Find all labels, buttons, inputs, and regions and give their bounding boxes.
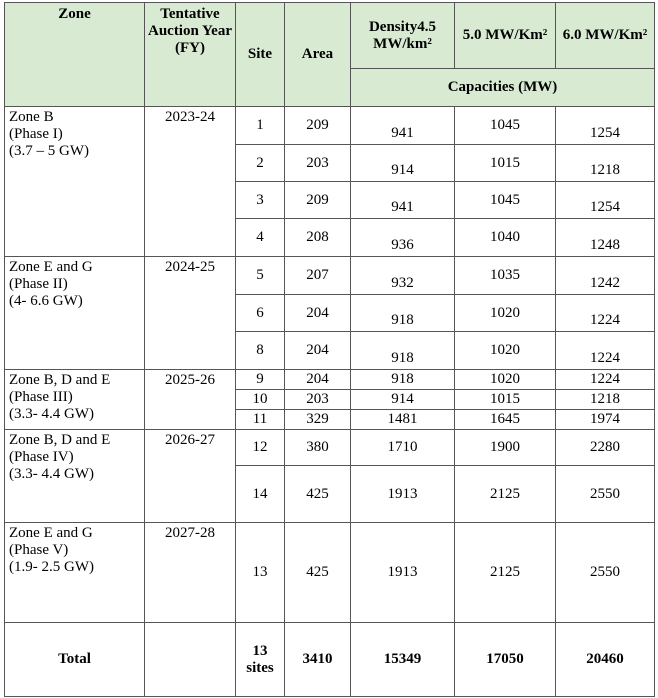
site-cell: 4 [236,219,285,257]
area-cell: 209 [285,182,351,219]
capacity-4-5-cell: 941 [351,107,455,145]
area-cell: 425 [285,523,351,623]
total-row [5,623,655,697]
site-cell: 3 [236,182,285,219]
area-cell: 207 [285,257,351,295]
total-area: 3410 [285,623,351,697]
site-cell: 8 [236,332,285,370]
capacity-6-0-cell: 1224 [556,332,655,370]
capacity-4-5-cell: 932 [351,257,455,295]
capacity-5-0-cell: 1020 [455,295,556,332]
area-cell: 329 [285,410,351,430]
site-cell: 14 [236,466,285,523]
capacity-4-5-cell: 914 [351,390,455,410]
site-cell: 5 [236,257,285,295]
year-cell: 2024-25 [145,257,236,370]
capacity-4-5-cell: 941 [351,182,455,219]
capacity-6-0-cell: 1224 [556,370,655,390]
site-cell: 10 [236,390,285,410]
capacity-4-5-cell: 1913 [351,466,455,523]
total-year-empty [145,623,236,697]
area-cell: 209 [285,107,351,145]
header-zone: Zone [5,3,145,107]
zone-cell: Zone E and G (Phase V) (1.9- 2.5 GW) [5,523,145,623]
header-capacities: Capacities (MW) [351,69,655,107]
site-cell: 1 [236,107,285,145]
capacity-4-5-cell: 936 [351,219,455,257]
table-row [5,257,655,295]
capacity-6-0-cell: 2550 [556,466,655,523]
capacity-5-0-cell: 1045 [455,182,556,219]
capacity-4-5-cell: 918 [351,295,455,332]
header-site: Site [236,3,285,107]
capacity-6-0-cell: 1254 [556,107,655,145]
site-cell: 6 [236,295,285,332]
year-cell: 2027-28 [145,523,236,623]
table-row [5,523,655,623]
capacity-6-0-cell: 1254 [556,182,655,219]
site-cell: 2 [236,145,285,182]
capacity-5-0-cell: 1645 [455,410,556,430]
capacity-4-5-cell: 914 [351,145,455,182]
area-cell: 204 [285,370,351,390]
capacity-5-0-cell: 1015 [455,390,556,410]
capacity-6-0-cell: 1224 [556,295,655,332]
capacity-6-0-cell: 1974 [556,410,655,430]
header-density-6-0: 6.0 MW/Km² [556,3,655,69]
area-cell: 208 [285,219,351,257]
total-capacity-6-0: 20460 [556,623,655,697]
zone-cell: Zone E and G (Phase II) (4- 6.6 GW) [5,257,145,370]
site-cell: 13 [236,523,285,623]
area-cell: 204 [285,295,351,332]
site-cell: 9 [236,370,285,390]
capacity-5-0-cell: 1020 [455,370,556,390]
capacity-4-5-cell: 1913 [351,523,455,623]
header-density-4-5: Density4.5 MW/km² [351,3,455,69]
capacity-4-5-cell: 1481 [351,410,455,430]
area-cell: 203 [285,145,351,182]
capacity-6-0-cell: 1218 [556,390,655,410]
total-sites: 13 sites [236,623,285,697]
capacity-5-0-cell: 1035 [455,257,556,295]
total-capacity-4-5: 15349 [351,623,455,697]
header-area: Area [285,3,351,107]
capacity-6-0-cell: 1248 [556,219,655,257]
capacity-5-0-cell: 2125 [455,466,556,523]
capacity-5-0-cell: 2125 [455,523,556,623]
zone-cell: Zone B (Phase I) (3.7 – 5 GW) [5,107,145,257]
table-row [5,430,655,466]
capacity-5-0-cell: 1040 [455,219,556,257]
capacity-5-0-cell: 1045 [455,107,556,145]
capacity-4-5-cell: 918 [351,332,455,370]
area-cell: 380 [285,430,351,466]
offshore-wind-capacity-table [4,2,655,697]
total-capacity-5-0: 17050 [455,623,556,697]
table-row [5,107,655,145]
capacity-5-0-cell: 1015 [455,145,556,182]
site-cell: 12 [236,430,285,466]
capacity-6-0-cell: 1218 [556,145,655,182]
capacity-6-0-cell: 2280 [556,430,655,466]
area-cell: 204 [285,332,351,370]
site-cell: 11 [236,410,285,430]
header-auction-year: Tentative Auction Year (FY) [145,3,236,107]
zone-cell: Zone B, D and E (Phase IV) (3.3- 4.4 GW) [5,430,145,523]
capacity-4-5-cell: 1710 [351,430,455,466]
capacity-4-5-cell: 918 [351,370,455,390]
year-cell: 2026-27 [145,430,236,523]
year-cell: 2023-24 [145,107,236,257]
header-density-5-0: 5.0 MW/Km² [455,3,556,69]
zone-cell: Zone B, D and E (Phase III) (3.3- 4.4 GW) [5,370,145,430]
capacity-6-0-cell: 2550 [556,523,655,623]
total-label: Total [5,623,145,697]
table-row [5,370,655,390]
area-cell: 425 [285,466,351,523]
area-cell: 203 [285,390,351,410]
capacity-6-0-cell: 1242 [556,257,655,295]
year-cell: 2025-26 [145,370,236,430]
capacity-5-0-cell: 1900 [455,430,556,466]
capacity-5-0-cell: 1020 [455,332,556,370]
